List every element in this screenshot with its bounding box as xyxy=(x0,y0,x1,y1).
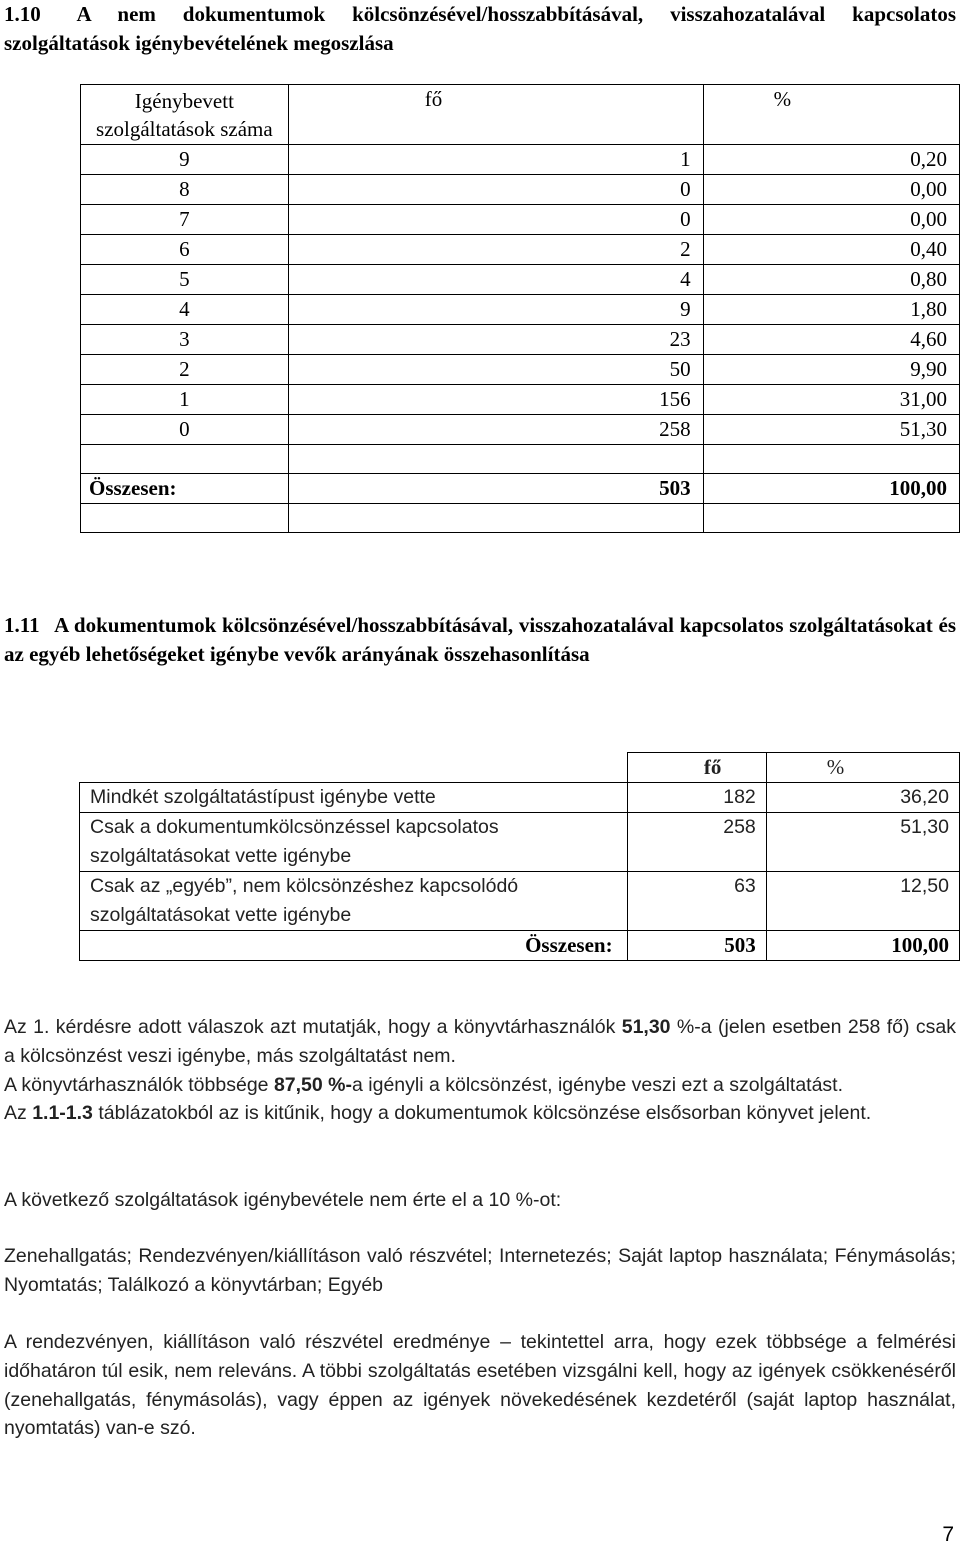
header-cell: % xyxy=(703,85,959,145)
table-row: 4 9 1,80 xyxy=(81,295,960,325)
section-1-10-heading xyxy=(4,0,956,58)
header-cell: fő xyxy=(288,85,703,145)
page-number: 7 xyxy=(942,1523,954,1546)
table-row: 9 1 0,20 xyxy=(81,145,960,175)
body-paragraph: Zenehallgatás; Rendezvényen/kiállításon való részvétel; Internetezés; Saját laptop használata; Fénymásolás; Nyomtatás; Találkozó a könyvtárban; Egyéb xyxy=(4,1245,956,1296)
table-header-row xyxy=(81,85,960,145)
section-number: 1.11 xyxy=(4,613,40,637)
table-row: 7 0 0,00 xyxy=(81,205,960,235)
body-paragraph: A következő szolgáltatások igénybevétele nem érte el a 10 %-ot: xyxy=(4,1189,562,1211)
body-paragraph: A rendezvényen, kiállításon való részvétel eredménye – tekintettel arra, hogy ezek többsége a felmérési időhatáron túl esik, nem releváns. A többi szolgáltatás esetében vizsgálni kell, hogy az igények csökkenéséről (zenehallgatás, fénymásolás), vagy éppen az igények növekedésének kezdetéről (saját laptop használat, nyomtatás) van-e szó. xyxy=(4,1331,956,1440)
comparison-table xyxy=(79,752,960,961)
section-title: A nem dokumentumok kölcsönzésével/hosszabbításával, visszahozatalával kapcsolatos szolgáltatások igénybevételének megoszlása xyxy=(4,2,956,55)
empty-row xyxy=(81,504,960,533)
table-row: 2 50 9,90 xyxy=(81,355,960,385)
empty-row xyxy=(81,445,960,474)
table-row: 8 0 0,00 xyxy=(81,175,960,205)
header-cell xyxy=(80,753,628,783)
header-cell: % xyxy=(766,753,959,783)
services-count-table xyxy=(80,84,960,533)
table-header-row xyxy=(80,753,960,783)
table-row: Csak a dokumentumkölcsönzéssel kapcsolatos szolgáltatásokat vette igénybe 258 51,30 xyxy=(80,813,960,872)
table-row: Csak az „egyéb”, nem kölcsönzéshez kapcsolódó szolgáltatásokat vette igénybe 63 12,50 xyxy=(80,872,960,931)
total-row: Összesen: 503 100,00 xyxy=(81,474,960,504)
section-1-11-heading xyxy=(4,611,956,669)
total-row: Összesen: 503 100,00 xyxy=(80,931,960,961)
header-cell: Igénybevett szolgáltatások száma xyxy=(81,85,289,145)
section-number: 1.10 xyxy=(4,2,41,26)
table-row: Mindkét szolgáltatástípust igénybe vette 182 36,20 xyxy=(80,783,960,813)
header-cell: fő xyxy=(627,753,766,783)
body-paragraph: Az 1. kérdésre adott válaszok azt mutatják, hogy a könyvtárhasználók 51,30 %-a (jelen esetben 258 fő) csak a kölcsönzést veszi igénybe, más szolgáltatást nem. A könyvtárhasználók többsége 87,50 %-a igényli a kölcsönzést, igénybe veszi ezt a szolgáltatást. Az 1.1-1.3 táblázatokból az is kitűnik, hogy a dokumentumok kölcsönzése elsősorban könyvet jelent. xyxy=(4,1016,957,1125)
table-row: 3 23 4,60 xyxy=(81,325,960,355)
section-title: A dokumentumok kölcsönzésével/hosszabbításával, visszahozatalával kapcsolatos szolgáltatásokat és az egyéb lehetőségeket igénybe vevők arányának összehasonlítása xyxy=(4,613,957,666)
table-row: 5 4 0,80 xyxy=(81,265,960,295)
table-row: 1 156 31,00 xyxy=(81,385,960,415)
table-row: 0 258 51,30 xyxy=(81,415,960,445)
table-row: 6 2 0,40 xyxy=(81,235,960,265)
